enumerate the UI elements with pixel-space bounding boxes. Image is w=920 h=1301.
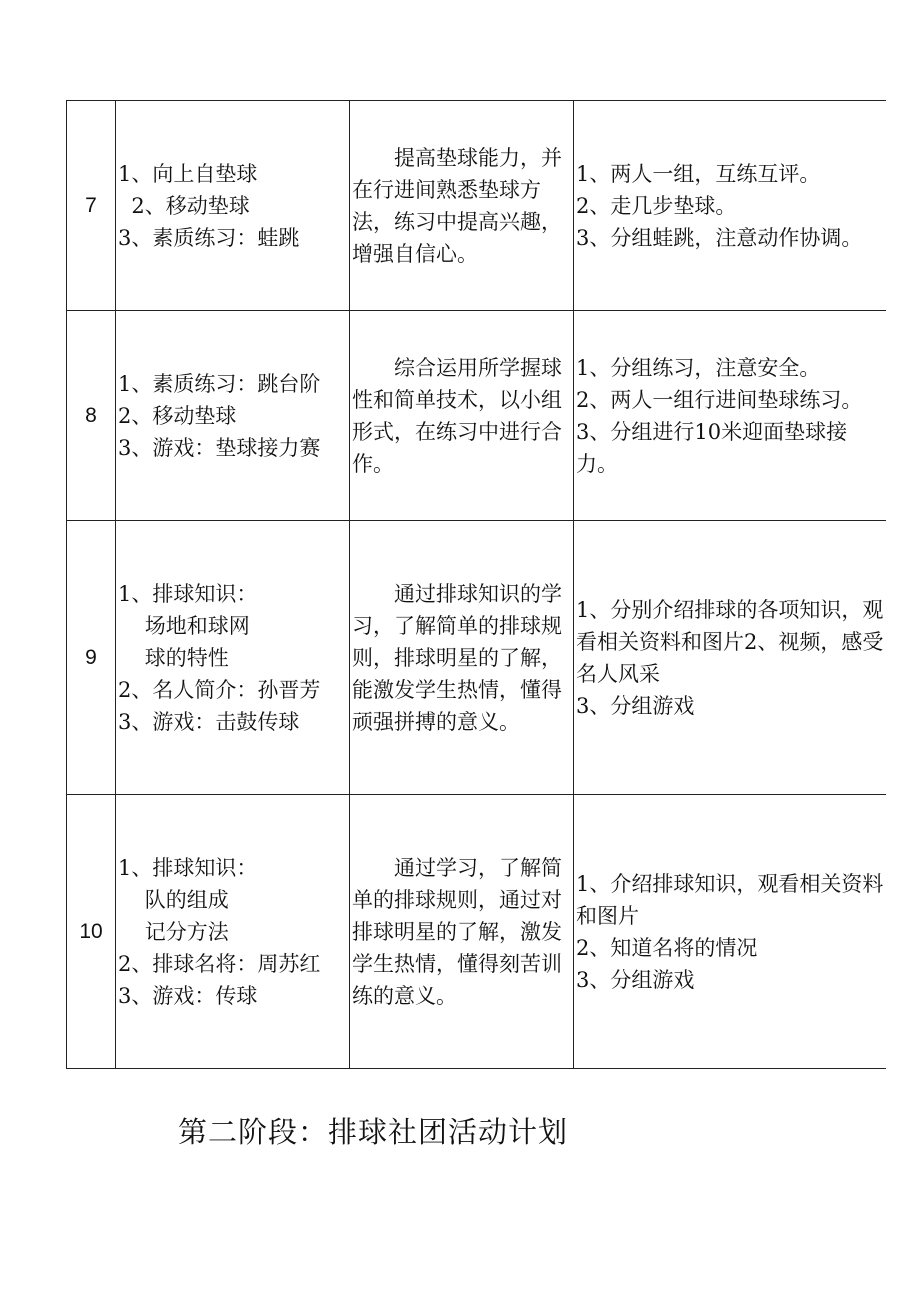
lesson-content [116, 101, 350, 311]
content-line: 1、素质练习：跳台阶 [118, 371, 321, 396]
table-row [67, 795, 886, 1069]
lesson-goal [350, 795, 574, 1069]
lesson-goal [350, 521, 574, 795]
content-line: 队的组成 [118, 887, 229, 912]
lesson-goal [350, 311, 574, 521]
lesson-content [116, 311, 350, 521]
method-line: 3、分组游戏 [576, 693, 695, 718]
table-row [67, 101, 886, 311]
table-row [67, 521, 886, 795]
content-line: 3、素质练习：蛙跳 [118, 225, 300, 250]
content-line: 2、移动垫球 [118, 193, 250, 218]
method-line: 2、两人一组行进间垫球练习。 [576, 387, 863, 412]
method-line: 3、分组游戏 [576, 967, 695, 992]
content-line: 1、排球知识： [118, 855, 258, 880]
goal-text: 通过学习，了解简单的排球规则，通过对排球明星的了解，激发学生热情，懂得刻苦训练的意义。 [352, 855, 562, 1008]
section-title: 第二阶段：排球社团活动计划 [178, 1115, 569, 1149]
lesson-method [574, 311, 886, 521]
method-line: 3、分组蛙跳，注意动作协调。 [576, 225, 863, 250]
content-line: 2、名人简介：孙晋芳 [118, 677, 321, 702]
content-line: 3、游戏：击鼓传球 [118, 709, 300, 734]
method-line: 2、走几步垫球。 [576, 193, 737, 218]
method-line: 1、介绍排球知识，观看相关资料和图片 [576, 871, 884, 928]
lesson-number: 8 [67, 311, 116, 521]
lesson-content [116, 795, 350, 1069]
lesson-content [116, 521, 350, 795]
lesson-method [574, 795, 886, 1069]
content-line: 1、向上自垫球 [118, 161, 258, 186]
content-line: 3、游戏：传球 [118, 983, 258, 1008]
lesson-method [574, 521, 886, 795]
method-line: 1、分别介绍排球的各项知识，观看相关资料和图片2、视频，感受名人风采 [576, 597, 884, 686]
content-line: 2、排球名将：周苏红 [118, 951, 321, 976]
lesson-method [574, 101, 886, 311]
content-line: 场地和球网 [118, 613, 250, 638]
lesson-plan-table [66, 100, 886, 1069]
table-row [67, 311, 886, 521]
goal-text: 通过排球知识的学习，了解简单的排球规则，排球明星的了解，能激发学生热情，懂得顽强拼搏的意义。 [352, 581, 562, 734]
lesson-number: 9 [67, 521, 116, 795]
content-line: 球的特性 [118, 645, 229, 670]
content-line: 记分方法 [118, 919, 229, 944]
lesson-number: 7 [67, 101, 116, 311]
content-line: 1、排球知识： [118, 581, 258, 606]
content-line: 3、游戏：垫球接力赛 [118, 435, 321, 460]
method-line: 1、分组练习，注意安全。 [576, 355, 821, 380]
method-line: 3、分组进行10米迎面垫球接力。 [576, 419, 848, 476]
method-line: 2、知道名将的情况 [576, 935, 758, 960]
lesson-goal [350, 101, 574, 311]
lesson-number: 10 [67, 795, 116, 1069]
content-line: 2、移动垫球 [118, 403, 237, 428]
goal-text: 综合运用所学握球性和简单技术，以小组形式，在练习中进行合作。 [352, 355, 562, 476]
goal-text: 提高垫球能力，并在行进间熟悉垫球方法，练习中提高兴趣，增强自信心。 [352, 145, 562, 266]
method-line: 1、两人一组，互练互评。 [576, 161, 821, 186]
